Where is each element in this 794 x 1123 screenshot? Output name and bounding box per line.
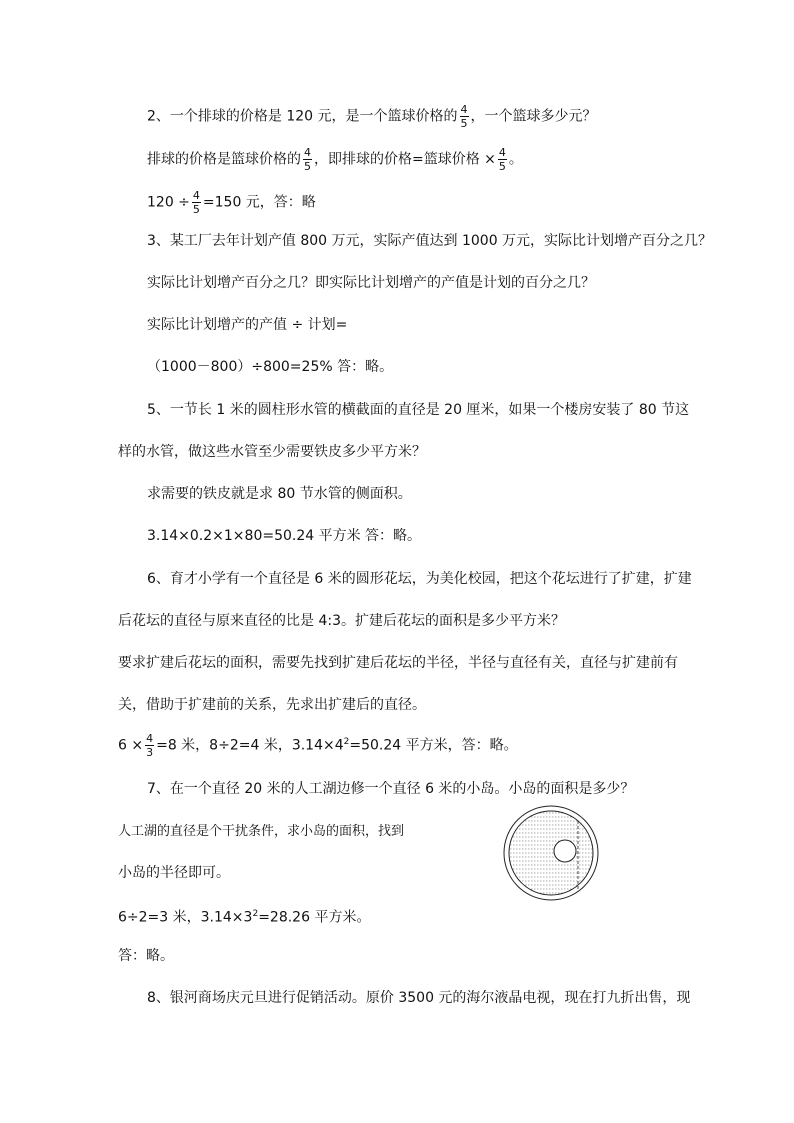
q6-calculation	[118, 732, 518, 759]
q6-calc-text-c: =50.24 平方米，答：略。	[349, 737, 518, 754]
q3-question: 3、某工厂去年计划产值 800 万元，实际产值达到 1000 万元，实际比计划增产百分之几？	[147, 233, 713, 249]
q7-calc-text-b: =28.26 平方米。	[258, 909, 371, 926]
lake-island-diagram	[501, 803, 601, 903]
q2-question	[147, 103, 597, 130]
q6-calc-text-b: =8 米，8÷2=4 米，3.14×4	[156, 737, 344, 754]
q3-calculation: （1000－800）÷800=25% 答：略。	[147, 359, 394, 375]
q2-calculation	[147, 189, 316, 216]
fraction-4-5	[192, 189, 201, 216]
fraction-4-5	[303, 146, 312, 173]
q2-question-text-a: 2、一个排球的价格是 120 元，是一个篮球价格的	[147, 108, 458, 125]
q3-analysis-1: 实际比计划增产百分之几？即实际比计划增产的产值是计划的百分之几？	[147, 275, 595, 291]
q7-analysis-line1: 人工湖的直径是个干扰条件，求小岛的面积，找到	[118, 824, 405, 839]
fraction-numerator: 4	[498, 146, 506, 159]
q2-analysis-text-b: ，即排球的价格=篮球价格 ×	[314, 151, 496, 168]
q6-analysis-line2: 关，借助于扩建前的关系，先求出扩建后的直径。	[118, 697, 426, 713]
q7-analysis-line2: 小岛的半径即可。	[118, 865, 230, 881]
q6-question-line2: 后花坛的直径与原来直径的比是 4:3。扩建后花坛的面积是多少平方米？	[118, 613, 565, 629]
q5-calculation: 3.14×0.2×1×80=50.24 平方米 答：略。	[147, 528, 422, 544]
fraction-4-5	[460, 103, 469, 130]
q5-analysis: 求需要的铁皮就是求 80 节水管的侧面积。	[147, 486, 412, 502]
q7-calculation	[118, 905, 370, 927]
lake-hatching	[501, 813, 601, 893]
fraction-numerator: 4	[304, 146, 311, 159]
fraction-numerator: 4	[192, 189, 200, 202]
lake-outer-circle	[504, 806, 598, 900]
q6-calc-text-a: 6 ×	[118, 737, 144, 754]
q5-question-line1: 5、一节长 1 米的圆柱形水管的横截面的直径是 20 厘米，如果一个楼房安装了 80 节这	[147, 402, 690, 418]
fraction-denominator: 5	[304, 160, 311, 173]
fraction-numerator: 4	[146, 732, 154, 745]
q2-analysis-text-a: 排球的价格是篮球价格的	[147, 151, 301, 168]
q3-analysis-2: 实际比计划增产的产值 ÷ 计划=	[147, 317, 348, 333]
q6-question-line1: 6、育才小学有一个直径是 6 米的圆形花坛，为美化校园，把这个花坛进行了扩建，扩建	[147, 571, 692, 587]
q6-analysis-line1: 要求扩建后花坛的面积，需要先找到扩建后花坛的半径，半径与直径有关，直径与扩建前有	[118, 655, 678, 671]
q5-question-line2: 样的水管，做这些水管至少需要铁皮多少平方米？	[118, 444, 426, 460]
q2-calc-text-b: =150 元，答：略	[202, 194, 316, 211]
fraction-denominator: 5	[460, 117, 468, 130]
fraction-denominator: 5	[192, 203, 200, 216]
q7-answer: 答：略。	[118, 948, 174, 964]
q2-analysis-text-c: 。	[508, 151, 523, 168]
fraction-4-3	[145, 732, 154, 759]
fraction-numerator: 4	[460, 103, 468, 116]
q2-calc-text-a: 120 ÷	[147, 194, 190, 211]
q7-calc-text-a: 6÷2=3 米，3.14×3	[118, 909, 253, 926]
exponent: 2	[343, 736, 350, 747]
fraction-denominator: 5	[498, 160, 506, 173]
q2-analysis	[147, 146, 523, 173]
exponent: 2	[252, 909, 259, 919]
q8-question-line1: 8、银河商场庆元旦进行促销活动。原价 3500 元的海尔液晶电视，现在打九折出售，现	[147, 990, 691, 1006]
q2-question-text-b: ，一个篮球多少元？	[470, 108, 597, 125]
fraction-4-5	[498, 146, 507, 173]
fraction-denominator: 3	[146, 746, 154, 759]
island-circle	[554, 840, 576, 862]
q7-question: 7、在一个直径 20 米的人工湖边修一个直径 6 米的小岛。小岛的面积是多少？	[147, 781, 635, 797]
